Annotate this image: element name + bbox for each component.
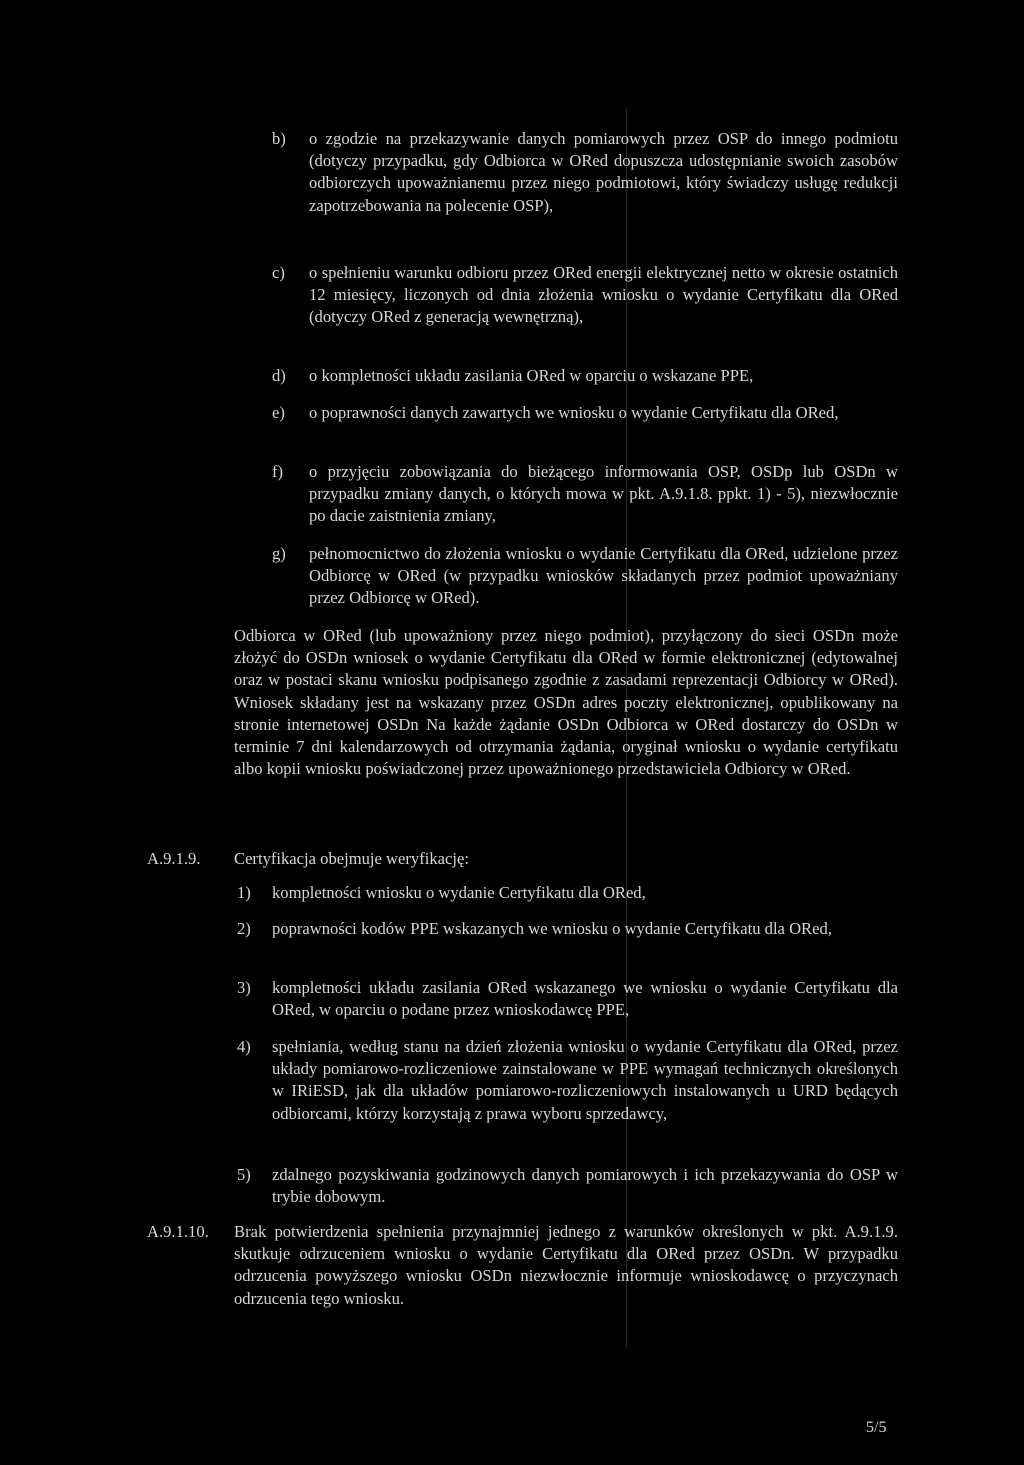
list-marker-d: d) bbox=[272, 366, 286, 385]
section-intro-a919: Certyfikacja obejmuje weryfikację: bbox=[234, 849, 469, 868]
paragraph-odbiorca: Odbiorca w ORed (lub upoważniony przez niego podmiot), przyłączony do sieci OSDn może złożyć do OSDn wniosek o wydanie Certyfikatu dla ORed w formie elektronicznej (edytowalnej oraz w postaci skanu wniosku podpisanego zgodnie z zasadami reprezentacji Odbiorcy w ORed). Wniosek składany jest na wskazany przez OSDn adres poczty elektronicznej, opublikowany na stronie internetowej OSDn Na każde żądanie OSDn Odbiorca w ORed dostarczy do OSDn w terminie 7 dni kalendarzowych od otrzymania żądania, oryginał wniosku o wydanie certyfikatu albo kopii wniosku poświadczonej przez upoważnionego przedstawiciela Odbiorcy w ORed. bbox=[234, 626, 898, 779]
list-item-4: spełniania, według stanu na dzień złożenia wniosku o wydanie Certyfikatu dla ORed, przez układy pomiarowo-rozliczeniowe zainstalowane w PPE wymagań technicznych określonych w IRiESD, jak dla układów pomiarowo-rozliczeniowych instalowanych u URD będących odbiorcami, którzy korzystają z prawa wyboru sprzedawcy, bbox=[272, 1037, 898, 1123]
list-item-3: kompletności układu zasilania ORed wskazanego we wniosku o wydanie Certyfikatu dla ORed, w oparciu o podane przez wnioskodawcę PPE, bbox=[272, 978, 898, 1020]
list-item-5: zdalnego pozyskiwania godzinowych danych pomiarowych i ich przekazywania do OSP w trybie dobowym. bbox=[272, 1165, 898, 1207]
page-number: 5/5 bbox=[866, 1419, 887, 1436]
list-marker-3: 3) bbox=[237, 978, 251, 997]
list-item-g: pełnomocnictwo do złożenia wniosku o wydanie Certyfikatu dla ORed, udzielone przez Odbiorcę w ORed (w przypadku wniosków składanych przez podmiot upoważniany przez Odbiorcę w ORed). bbox=[309, 544, 898, 608]
list-item-c: o spełnieniu warunku odbioru przez ORed energii elektrycznej netto w okresie ostatnich 12 miesięcy, liczonych od dnia złożenia wniosku o wydanie Certyfikatu dla ORed (dotyczy ORed z generacją wewnętrzną), bbox=[309, 263, 898, 327]
list-item-d: o kompletności układu zasilania ORed w oparciu o wskazane PPE, bbox=[309, 366, 754, 385]
list-marker-b: b) bbox=[272, 129, 286, 148]
list-item-2: poprawności kodów PPE wskazanych we wniosku o wydanie Certyfikatu dla ORed, bbox=[272, 919, 832, 938]
list-marker-2: 2) bbox=[237, 919, 251, 938]
list-marker-5: 5) bbox=[237, 1165, 251, 1184]
list-marker-4: 4) bbox=[237, 1037, 251, 1056]
list-marker-g: g) bbox=[272, 544, 286, 563]
section-number-a919: A.9.1.9. bbox=[147, 849, 201, 868]
list-item-1: kompletności wniosku o wydanie Certyfikatu dla ORed, bbox=[272, 883, 646, 902]
list-item-b: o zgodzie na przekazywanie danych pomiarowych przez OSP do innego podmiotu (dotyczy przypadku, gdy Odbiorca w ORed dopuszcza udostępnianie swoich zasobów odbiorczych upoważnianemu przez niego podmiotowi, który świadczy usługę redukcji zapotrzebowania na polecenie OSP), bbox=[309, 129, 898, 215]
list-marker-c: c) bbox=[272, 263, 285, 282]
list-item-e: o poprawności danych zawartych we wniosku o wydanie Certyfikatu dla ORed, bbox=[309, 403, 839, 422]
list-marker-1: 1) bbox=[237, 883, 251, 902]
section-number-a9110: A.9.1.10. bbox=[147, 1222, 209, 1241]
section-text-a9110: Brak potwierdzenia spełnienia przynajmniej jednego z warunków określonych w pkt. A.9.1.9. skutkuje odrzuceniem wniosku o wydanie Certyfikatu dla ORed przez OSDn. W przypadku odrzucenia powyższego wniosku OSDn niezwłocznie informuje wnioskodawcę o przyczynach odrzucenia tego wniosku. bbox=[234, 1222, 898, 1308]
list-item-f: o przyjęciu zobowiązania do bieżącego informowania OSP, OSDp lub OSDn w przypadku zmiany danych, o których mowa w pkt. A.9.1.8. ppkt. 1) - 5), niezwłocznie po dacie zaistnienia zmiany, bbox=[309, 462, 898, 526]
list-marker-f: f) bbox=[272, 462, 284, 481]
list-marker-e: e) bbox=[272, 403, 285, 422]
